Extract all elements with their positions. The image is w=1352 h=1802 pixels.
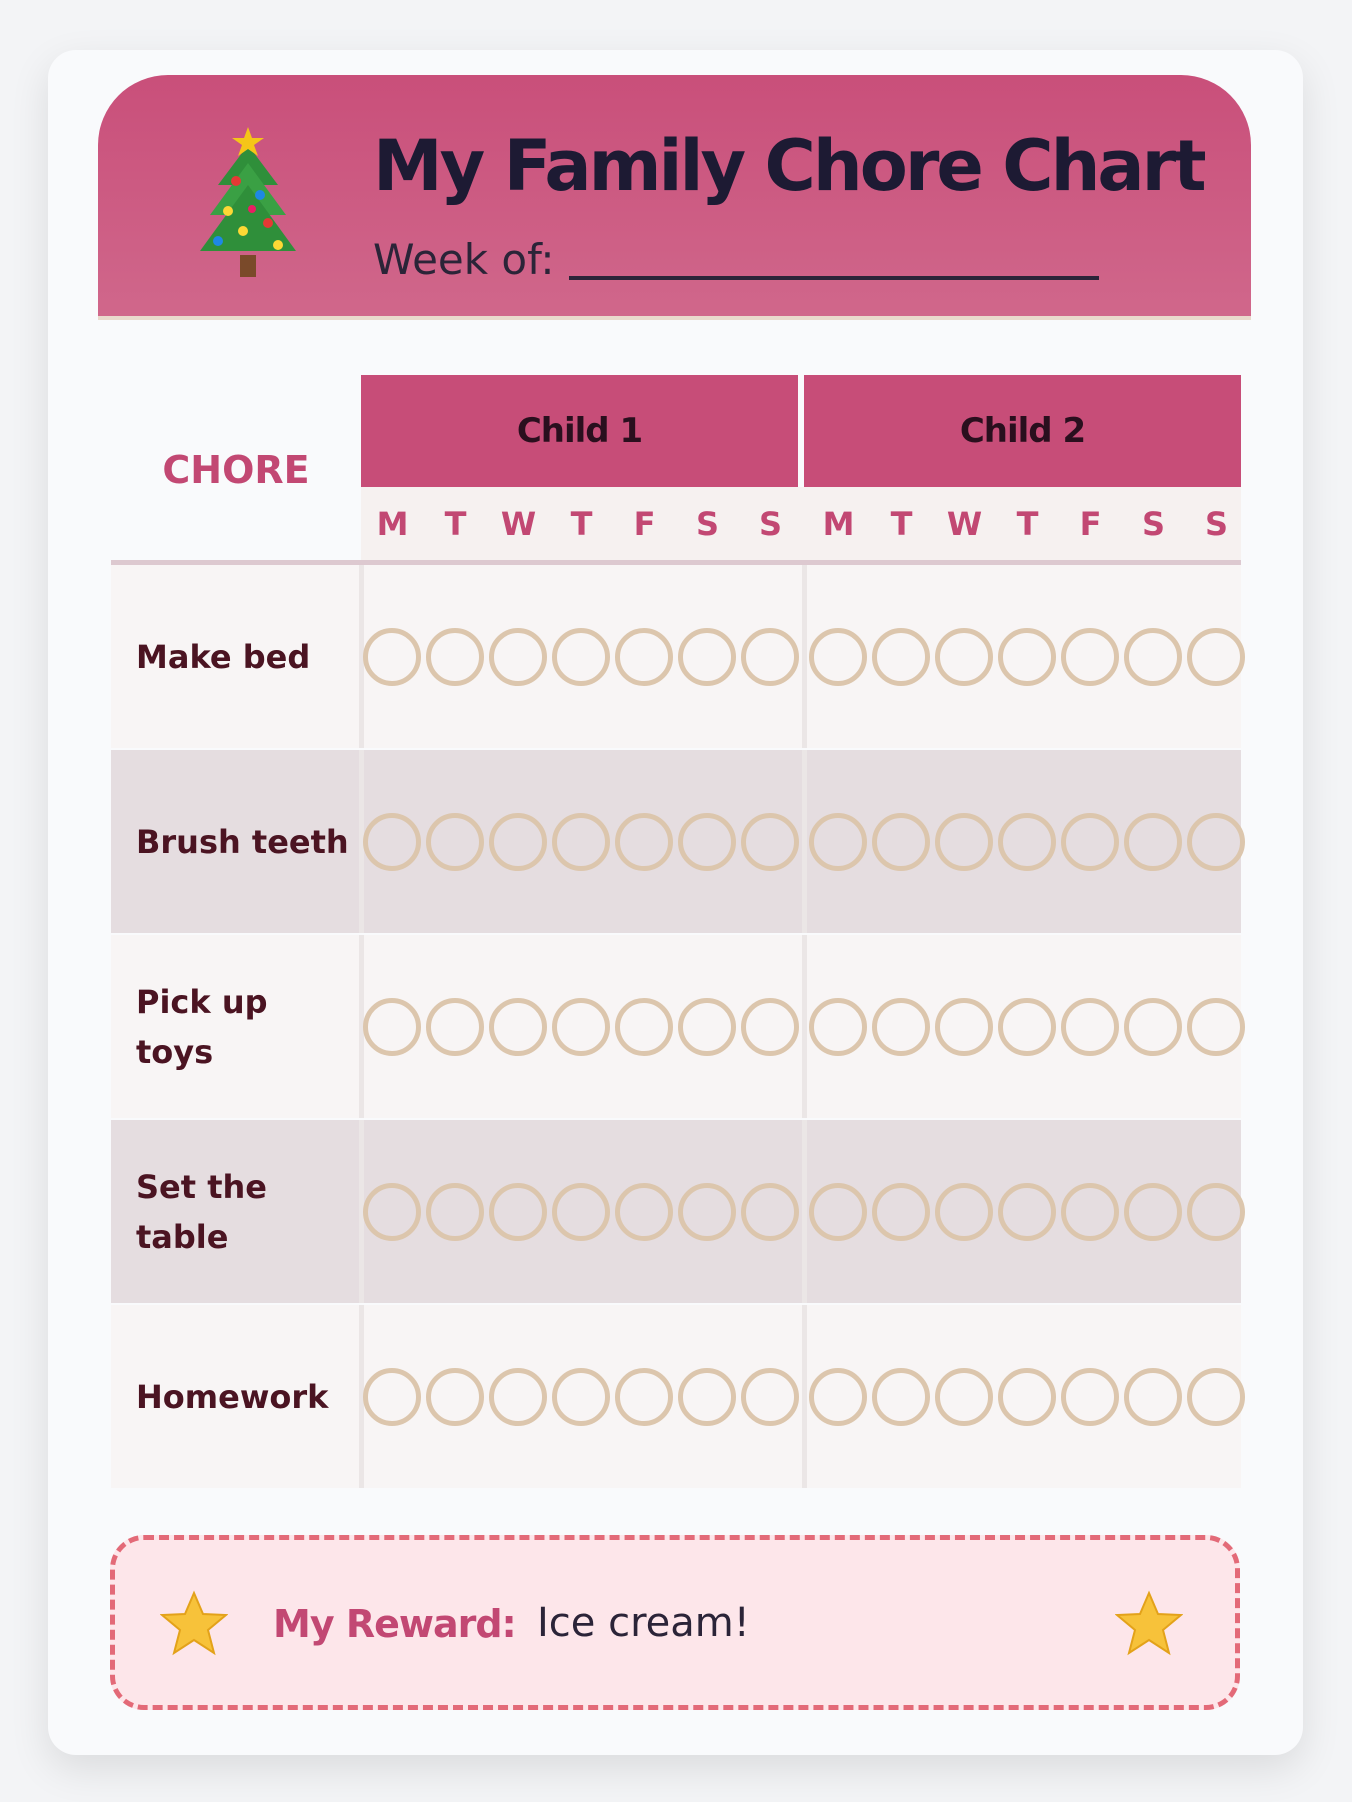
chore-checkbox[interactable] bbox=[363, 1183, 421, 1241]
day-header: S bbox=[695, 504, 720, 543]
chore-checkbox[interactable] bbox=[1124, 998, 1182, 1056]
chore-label: Pick up toys bbox=[136, 982, 268, 1071]
chore-checkbox[interactable] bbox=[363, 628, 421, 686]
star-icon bbox=[1115, 1590, 1183, 1658]
chore-checkbox[interactable] bbox=[935, 998, 993, 1056]
chore-checkbox[interactable] bbox=[426, 628, 484, 686]
chart-header bbox=[98, 75, 1251, 320]
chore-checkbox[interactable] bbox=[741, 813, 799, 871]
week-of-label: Week of: bbox=[373, 235, 555, 284]
chore-checkbox[interactable] bbox=[809, 813, 867, 871]
chore-checkbox[interactable] bbox=[678, 628, 736, 686]
chore-checkbox[interactable] bbox=[872, 1368, 930, 1426]
chore-row bbox=[111, 1120, 1241, 1303]
column-divider bbox=[802, 565, 807, 748]
chore-checkbox[interactable] bbox=[552, 1183, 610, 1241]
chore-checkbox[interactable] bbox=[552, 813, 610, 871]
chore-checkbox[interactable] bbox=[935, 813, 993, 871]
chore-checkbox[interactable] bbox=[998, 813, 1056, 871]
chore-checkbox[interactable] bbox=[741, 998, 799, 1056]
reward-box bbox=[110, 1535, 1240, 1710]
day-header: F bbox=[1079, 504, 1102, 543]
chore-checkbox[interactable] bbox=[615, 1368, 673, 1426]
chore-checkbox[interactable] bbox=[678, 813, 736, 871]
chore-checkbox[interactable] bbox=[426, 1183, 484, 1241]
chore-checkbox[interactable] bbox=[426, 813, 484, 871]
chore-label: Homework bbox=[136, 1377, 329, 1416]
chore-checkbox[interactable] bbox=[741, 1183, 799, 1241]
chore-checkbox[interactable] bbox=[1187, 813, 1245, 871]
chore-row bbox=[111, 935, 1241, 1118]
chore-checkbox[interactable] bbox=[1061, 1368, 1119, 1426]
day-header: W bbox=[946, 504, 983, 543]
chore-checkbox[interactable] bbox=[615, 628, 673, 686]
chore-checkbox[interactable] bbox=[1124, 628, 1182, 686]
day-header: T bbox=[444, 504, 467, 543]
column-divider bbox=[802, 1305, 807, 1488]
chore-checkbox[interactable] bbox=[1061, 628, 1119, 686]
day-header: T bbox=[570, 504, 593, 543]
chore-checkbox[interactable] bbox=[998, 1368, 1056, 1426]
day-header: M bbox=[822, 504, 855, 543]
chore-checkbox[interactable] bbox=[552, 628, 610, 686]
day-header: S bbox=[1204, 504, 1229, 543]
reward-value[interactable]: Ice cream! bbox=[537, 1600, 750, 1646]
day-header: W bbox=[500, 504, 537, 543]
chore-checkbox[interactable] bbox=[935, 1183, 993, 1241]
chore-checkbox[interactable] bbox=[872, 628, 930, 686]
day-header: S bbox=[1141, 504, 1166, 543]
chore-checkbox[interactable] bbox=[935, 1368, 993, 1426]
chore-checkbox[interactable] bbox=[489, 813, 547, 871]
chore-chart-card bbox=[48, 50, 1303, 1755]
chore-row bbox=[111, 565, 1241, 748]
chore-checkbox[interactable] bbox=[1187, 998, 1245, 1056]
chore-checkbox[interactable] bbox=[1124, 1368, 1182, 1426]
chore-checkbox[interactable] bbox=[615, 1183, 673, 1241]
chore-checkbox[interactable] bbox=[1187, 1183, 1245, 1241]
week-of-field[interactable] bbox=[373, 235, 1099, 284]
day-header: T bbox=[1016, 504, 1039, 543]
column-divider bbox=[802, 750, 807, 933]
child-2-header: Child 2 bbox=[804, 375, 1241, 487]
chore-checkbox[interactable] bbox=[1061, 998, 1119, 1056]
child-1-header: Child 1 bbox=[361, 375, 798, 487]
chore-checkbox[interactable] bbox=[426, 998, 484, 1056]
day-header: S bbox=[758, 504, 783, 543]
chore-label: Set the table bbox=[136, 1167, 267, 1256]
chore-checkbox[interactable] bbox=[489, 1183, 547, 1241]
chore-checkbox[interactable] bbox=[741, 628, 799, 686]
chore-checkbox[interactable] bbox=[809, 1368, 867, 1426]
chore-checkbox[interactable] bbox=[615, 813, 673, 871]
chore-checkbox[interactable] bbox=[998, 1183, 1056, 1241]
reward-label: My Reward: bbox=[273, 1602, 516, 1646]
chore-label: Brush teeth bbox=[136, 822, 349, 861]
chore-checkbox[interactable] bbox=[741, 1368, 799, 1426]
christmas-tree-icon bbox=[188, 123, 308, 283]
chore-checkbox[interactable] bbox=[489, 628, 547, 686]
chore-column-header: CHORE bbox=[162, 448, 310, 492]
chore-checkbox[interactable] bbox=[363, 998, 421, 1056]
day-header: T bbox=[890, 504, 913, 543]
day-header: F bbox=[633, 504, 656, 543]
column-divider bbox=[802, 1120, 807, 1303]
star-icon bbox=[160, 1590, 228, 1658]
chore-checkbox[interactable] bbox=[363, 1368, 421, 1426]
day-header: M bbox=[376, 504, 409, 543]
chore-label: Make bed bbox=[136, 637, 311, 676]
chore-checkbox[interactable] bbox=[678, 1183, 736, 1241]
chore-checkbox[interactable] bbox=[809, 998, 867, 1056]
chore-checkbox[interactable] bbox=[1124, 813, 1182, 871]
chore-checkbox[interactable] bbox=[1061, 813, 1119, 871]
chore-checkbox[interactable] bbox=[872, 1183, 930, 1241]
chore-checkbox[interactable] bbox=[998, 628, 1056, 686]
chore-checkbox[interactable] bbox=[1187, 628, 1245, 686]
chore-row bbox=[111, 1305, 1241, 1488]
chore-checkbox[interactable] bbox=[1124, 1183, 1182, 1241]
chore-checkbox[interactable] bbox=[809, 628, 867, 686]
chore-checkbox[interactable] bbox=[615, 998, 673, 1056]
chore-checkbox[interactable] bbox=[809, 1183, 867, 1241]
chore-checkbox[interactable] bbox=[678, 1368, 736, 1426]
page-title: My Family Chore Chart bbox=[373, 125, 1204, 207]
chore-checkbox[interactable] bbox=[489, 998, 547, 1056]
column-divider bbox=[802, 935, 807, 1118]
chore-checkbox[interactable] bbox=[872, 813, 930, 871]
chore-checkbox[interactable] bbox=[1061, 1183, 1119, 1241]
chore-checkbox[interactable] bbox=[872, 998, 930, 1056]
week-of-blank-line[interactable] bbox=[569, 276, 1099, 280]
chore-checkbox[interactable] bbox=[998, 998, 1056, 1056]
chore-checkbox[interactable] bbox=[426, 1368, 484, 1426]
chore-row bbox=[111, 750, 1241, 933]
chore-checkbox[interactable] bbox=[552, 1368, 610, 1426]
chore-checkbox[interactable] bbox=[363, 813, 421, 871]
chore-checkbox[interactable] bbox=[678, 998, 736, 1056]
chore-checkbox[interactable] bbox=[489, 1368, 547, 1426]
chore-checkbox[interactable] bbox=[935, 628, 993, 686]
weekday-header-row bbox=[361, 487, 1241, 565]
chore-checkbox[interactable] bbox=[552, 998, 610, 1056]
chore-checkbox[interactable] bbox=[1187, 1368, 1245, 1426]
